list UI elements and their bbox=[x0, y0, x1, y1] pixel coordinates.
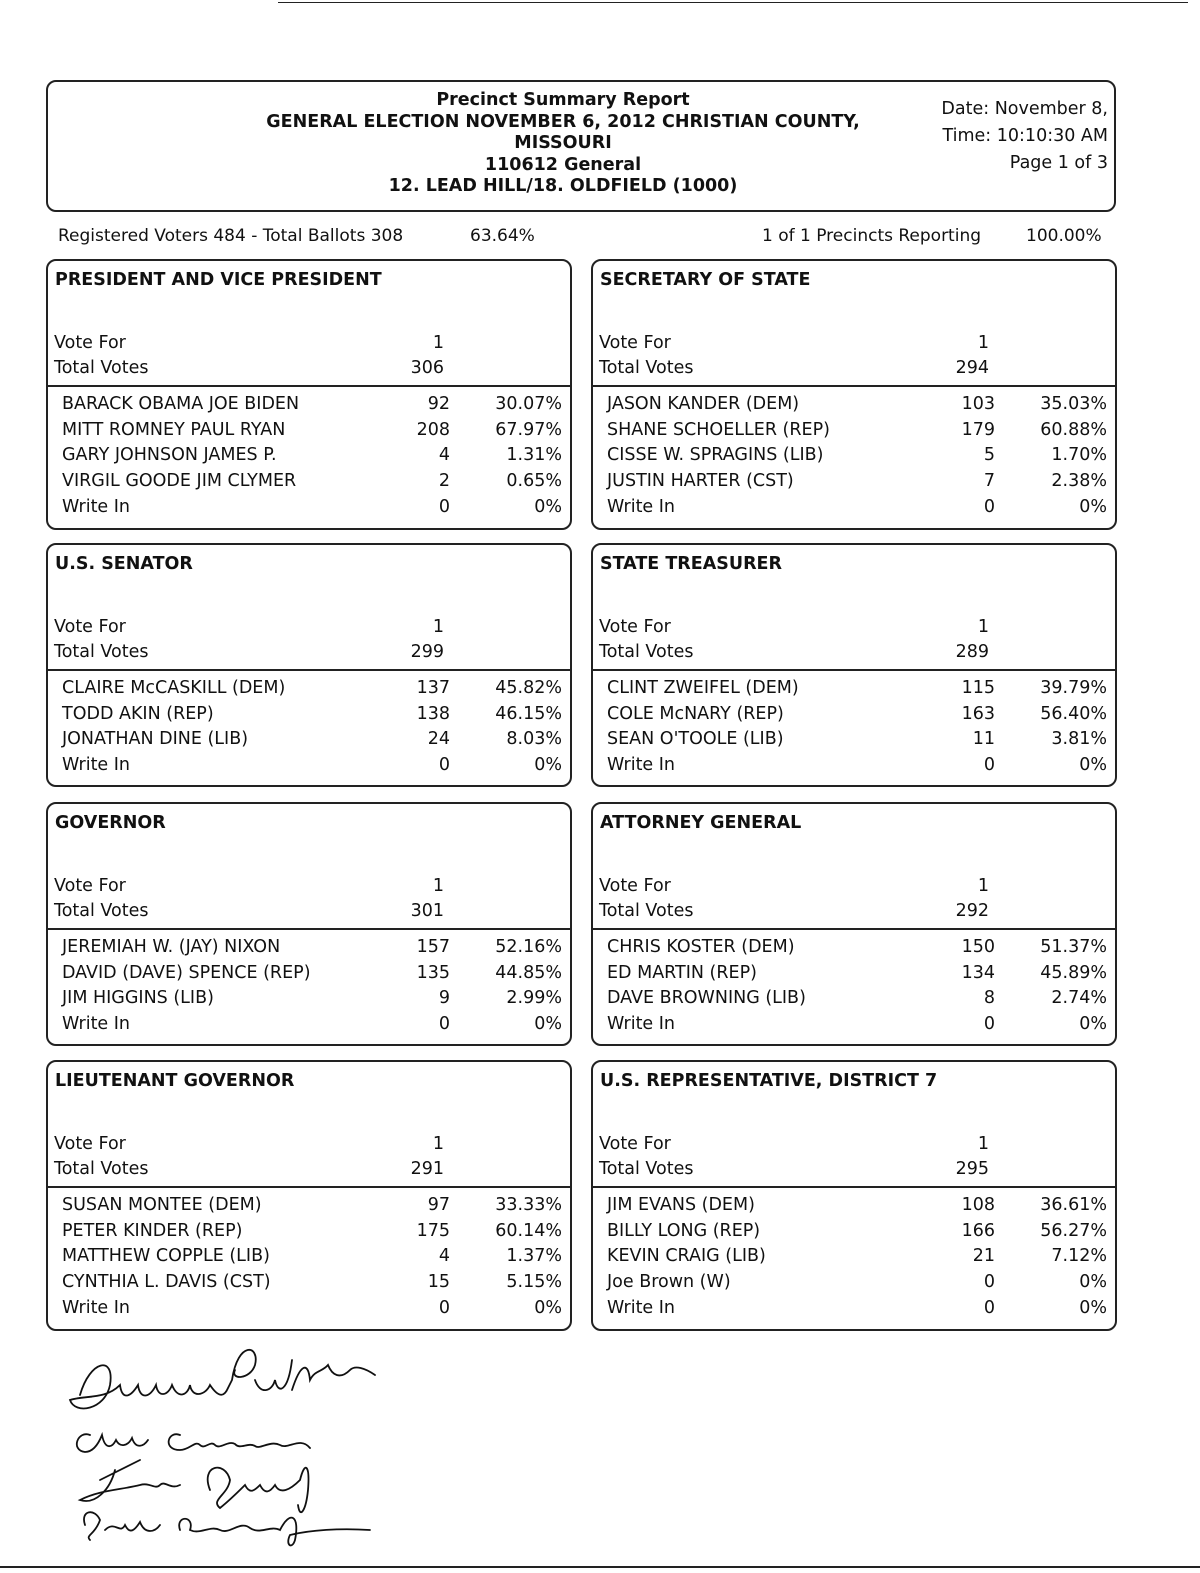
top-rule bbox=[278, 2, 1188, 3]
candidate-name: Write In bbox=[62, 1014, 131, 1035]
race-title: PRESIDENT AND VICE PRESIDENT bbox=[55, 270, 382, 290]
candidate-percent: 3.81% bbox=[1051, 729, 1107, 750]
candidate-percent: 1.31% bbox=[506, 445, 562, 466]
candidate-name: BILLY LONG (REP) bbox=[607, 1220, 761, 1241]
candidate-votes: 108 bbox=[961, 1195, 995, 1215]
candidate-votes: 8 bbox=[983, 988, 995, 1009]
candidate-votes: 0 bbox=[983, 1297, 995, 1318]
candidate-percent: 0% bbox=[1079, 1297, 1107, 1318]
candidate-votes: 0 bbox=[983, 1272, 995, 1293]
candidate-votes: 2 bbox=[438, 471, 450, 492]
candidate-percent: 60.88% bbox=[1040, 419, 1107, 440]
candidate-votes: 0 bbox=[438, 1014, 450, 1035]
race-divider bbox=[593, 669, 1115, 671]
candidate-name: JONATHAN DINE (LIB) bbox=[62, 729, 249, 750]
election-code: 110612 General bbox=[484, 154, 642, 175]
vote-for-label: Vote For bbox=[54, 617, 126, 637]
vote-for-row bbox=[599, 617, 989, 637]
candidate-name: Joe Brown (W) bbox=[607, 1272, 731, 1293]
candidate-name: Write In bbox=[62, 755, 131, 776]
candidate-votes: 11 bbox=[972, 729, 995, 750]
candidate-votes: 0 bbox=[438, 755, 450, 776]
candidate-percent: 35.03% bbox=[1040, 394, 1107, 414]
candidate-percent: 45.82% bbox=[495, 678, 562, 698]
race-box bbox=[591, 543, 1117, 787]
vote-for-label: Vote For bbox=[54, 333, 126, 353]
signature-4 bbox=[84, 1512, 370, 1545]
candidate-percent: 7.12% bbox=[1051, 1246, 1107, 1267]
vote-for-label: Vote For bbox=[54, 876, 126, 896]
candidate-row bbox=[607, 471, 1107, 492]
candidate-row bbox=[62, 962, 562, 983]
candidate-row bbox=[607, 1246, 1107, 1267]
race-title: GOVERNOR bbox=[55, 813, 166, 833]
race-title: U.S. REPRESENTATIVE, DISTRICT 7 bbox=[600, 1071, 938, 1091]
vote-for-label: Vote For bbox=[54, 1134, 126, 1154]
candidate-votes: 0 bbox=[983, 755, 995, 776]
candidate-name: Write In bbox=[607, 496, 676, 517]
candidate-name: Write In bbox=[607, 1014, 676, 1035]
election-name: GENERAL ELECTION NOVEMBER 6, 2012 CHRISTIAN COUNTY, bbox=[266, 111, 860, 132]
candidate-percent: 2.74% bbox=[1051, 988, 1107, 1009]
precincts-reporting: 1 of 1 Precincts Reporting bbox=[762, 226, 982, 246]
candidate-name: CLAIRE McCASKILL (DEM) bbox=[62, 678, 286, 698]
race-box bbox=[46, 1060, 572, 1331]
total-votes-label: Total Votes bbox=[599, 358, 694, 378]
candidate-percent: 36.61% bbox=[1040, 1195, 1107, 1215]
candidate-percent: 0% bbox=[1079, 1272, 1107, 1293]
candidate-row bbox=[62, 729, 562, 750]
vote-for-row bbox=[599, 1134, 989, 1154]
candidate-row bbox=[607, 1014, 1107, 1035]
candidate-percent: 1.37% bbox=[506, 1246, 562, 1267]
candidate-votes: 0 bbox=[438, 1297, 450, 1318]
candidate-percent: 44.85% bbox=[495, 962, 562, 983]
race-box bbox=[46, 259, 572, 530]
total-votes-row bbox=[54, 1159, 444, 1179]
race-box bbox=[591, 802, 1117, 1046]
candidate-percent: 39.79% bbox=[1040, 678, 1107, 698]
page-number: Page 1 of 3 bbox=[1009, 153, 1108, 173]
candidate-votes: 115 bbox=[961, 678, 995, 698]
candidate-votes: 4 bbox=[438, 1246, 450, 1267]
candidate-name: CLINT ZWEIFEL (DEM) bbox=[607, 678, 799, 698]
candidate-name: DAVE BROWNING (LIB) bbox=[607, 988, 806, 1009]
candidate-votes: 4 bbox=[438, 445, 450, 466]
candidate-votes: 134 bbox=[961, 962, 995, 983]
candidate-votes: 24 bbox=[427, 729, 450, 750]
candidate-percent: 0% bbox=[534, 496, 562, 517]
candidate-percent: 52.16% bbox=[495, 937, 562, 957]
race-divider bbox=[593, 1186, 1115, 1188]
candidate-votes: 7 bbox=[983, 471, 995, 492]
precincts-reporting-percent: 100.00% bbox=[1026, 226, 1102, 246]
vote-for-value: 1 bbox=[977, 876, 989, 896]
candidate-votes: 97 bbox=[427, 1195, 450, 1215]
race-title: ATTORNEY GENERAL bbox=[600, 813, 802, 833]
candidate-percent: 5.15% bbox=[506, 1272, 562, 1293]
report-title-block bbox=[238, 90, 888, 198]
candidate-name: JASON KANDER (DEM) bbox=[607, 394, 800, 414]
precinct-name: 12. LEAD HILL/18. OLDFIELD (1000) bbox=[388, 176, 738, 196]
total-votes-label: Total Votes bbox=[599, 1159, 694, 1179]
signatures bbox=[60, 1340, 390, 1550]
race-title: SECRETARY OF STATE bbox=[600, 270, 811, 290]
candidate-votes: 138 bbox=[416, 703, 450, 724]
candidate-row bbox=[607, 1220, 1107, 1241]
vote-for-row bbox=[54, 617, 444, 637]
total-votes-value: 299 bbox=[410, 642, 444, 662]
race-divider bbox=[48, 669, 570, 671]
candidate-percent: 8.03% bbox=[506, 729, 562, 750]
candidate-votes: 15 bbox=[427, 1272, 450, 1293]
candidate-votes: 175 bbox=[416, 1220, 450, 1241]
candidate-row bbox=[62, 988, 562, 1009]
report-time: Time: 10:10:30 AM bbox=[942, 126, 1108, 146]
vote-for-value: 1 bbox=[432, 617, 444, 637]
vote-for-value: 1 bbox=[977, 617, 989, 637]
vote-for-value: 1 bbox=[432, 876, 444, 896]
candidate-row bbox=[607, 988, 1107, 1009]
total-votes-value: 292 bbox=[955, 901, 989, 921]
candidate-row bbox=[607, 678, 1107, 698]
candidate-row bbox=[607, 703, 1107, 724]
candidate-votes: 103 bbox=[961, 394, 995, 414]
candidate-percent: 0.65% bbox=[506, 471, 562, 492]
candidate-row bbox=[62, 703, 562, 724]
candidate-percent: 45.89% bbox=[1040, 962, 1107, 983]
candidate-row bbox=[62, 1195, 562, 1215]
race-box bbox=[591, 259, 1117, 530]
candidate-name: Write In bbox=[607, 1297, 676, 1318]
candidate-votes: 150 bbox=[961, 937, 995, 957]
candidate-name: Write In bbox=[62, 1297, 131, 1318]
candidate-name: GARY JOHNSON JAMES P. bbox=[62, 445, 277, 466]
candidate-name: MATTHEW COPPLE (LIB) bbox=[62, 1246, 270, 1267]
candidate-votes: 9 bbox=[438, 988, 450, 1009]
registered-voters: Registered Voters 484 - Total Ballots 308 bbox=[58, 226, 404, 246]
candidate-votes: 179 bbox=[961, 419, 995, 440]
race-divider bbox=[593, 385, 1115, 387]
candidate-row bbox=[62, 1246, 562, 1267]
candidate-percent: 51.37% bbox=[1040, 937, 1107, 957]
vote-for-value: 1 bbox=[977, 333, 989, 353]
race-divider bbox=[48, 928, 570, 930]
candidate-name: JIM HIGGINS (LIB) bbox=[62, 988, 214, 1009]
total-votes-label: Total Votes bbox=[54, 358, 149, 378]
candidate-votes: 157 bbox=[416, 937, 450, 957]
candidate-name: PETER KINDER (REP) bbox=[62, 1220, 243, 1241]
candidate-row bbox=[607, 394, 1107, 414]
candidate-row bbox=[607, 445, 1107, 466]
candidate-percent: 0% bbox=[534, 755, 562, 776]
candidate-percent: 0% bbox=[534, 1297, 562, 1318]
candidate-name: Write In bbox=[62, 496, 131, 517]
candidate-row bbox=[607, 496, 1107, 517]
candidate-row bbox=[607, 755, 1107, 776]
total-votes-value: 295 bbox=[955, 1159, 989, 1179]
total-votes-value: 289 bbox=[955, 642, 989, 662]
candidate-percent: 0% bbox=[534, 1014, 562, 1035]
vote-for-label: Vote For bbox=[599, 876, 671, 896]
candidate-votes: 137 bbox=[416, 678, 450, 698]
candidate-votes: 0 bbox=[983, 1014, 995, 1035]
race-divider bbox=[593, 928, 1115, 930]
candidate-row bbox=[607, 729, 1107, 750]
vote-for-label: Vote For bbox=[599, 617, 671, 637]
race-divider bbox=[48, 385, 570, 387]
total-votes-row bbox=[599, 901, 989, 921]
candidate-row bbox=[62, 1297, 562, 1318]
report-header bbox=[46, 80, 1116, 212]
candidate-percent: 0% bbox=[1079, 496, 1107, 517]
candidate-name: ED MARTIN (REP) bbox=[607, 962, 757, 983]
election-state: MISSOURI bbox=[514, 133, 612, 153]
candidate-name: SUSAN MONTEE (DEM) bbox=[62, 1195, 262, 1215]
candidate-percent: 46.15% bbox=[495, 703, 562, 724]
candidate-name: SEAN O'TOOLE (LIB) bbox=[607, 729, 784, 750]
candidate-row bbox=[607, 1297, 1107, 1318]
total-votes-value: 306 bbox=[410, 358, 444, 378]
signature-3 bbox=[80, 1460, 308, 1512]
total-votes-value: 291 bbox=[410, 1159, 444, 1179]
vote-for-row bbox=[599, 333, 989, 353]
candidate-row bbox=[607, 1272, 1107, 1293]
race-box bbox=[46, 802, 572, 1046]
candidate-name: SHANE SCHOELLER (REP) bbox=[607, 419, 830, 440]
candidate-votes: 0 bbox=[983, 496, 995, 517]
candidate-votes: 166 bbox=[961, 1220, 995, 1241]
candidate-name: JEREMIAH W. (JAY) NIXON bbox=[62, 937, 281, 957]
vote-for-label: Vote For bbox=[599, 333, 671, 353]
vote-for-row bbox=[54, 876, 444, 896]
candidate-row bbox=[607, 937, 1107, 957]
candidate-row bbox=[62, 471, 562, 492]
candidate-row bbox=[62, 1220, 562, 1241]
turnout-percent: 63.64% bbox=[470, 226, 535, 246]
candidate-row bbox=[62, 1014, 562, 1035]
vote-for-row bbox=[54, 1134, 444, 1154]
candidate-votes: 163 bbox=[961, 703, 995, 724]
candidate-row bbox=[607, 962, 1107, 983]
vote-for-value: 1 bbox=[432, 333, 444, 353]
candidate-votes: 208 bbox=[416, 419, 450, 440]
candidate-name: TODD AKIN (REP) bbox=[62, 703, 214, 724]
race-title: U.S. SENATOR bbox=[55, 554, 193, 574]
candidate-name: KEVIN CRAIG (LIB) bbox=[607, 1246, 766, 1267]
candidate-row bbox=[607, 1195, 1107, 1215]
candidate-percent: 1.70% bbox=[1051, 445, 1107, 466]
candidate-row bbox=[62, 496, 562, 517]
total-votes-row bbox=[599, 642, 989, 662]
total-votes-label: Total Votes bbox=[599, 901, 694, 921]
candidate-name: JIM EVANS (DEM) bbox=[607, 1195, 755, 1215]
candidate-name: DAVID (DAVE) SPENCE (REP) bbox=[62, 962, 311, 983]
bottom-rule bbox=[0, 1566, 1200, 1568]
candidate-name: CHRIS KOSTER (DEM) bbox=[607, 937, 795, 957]
vote-for-value: 1 bbox=[432, 1134, 444, 1154]
report-date: Date: November 8, bbox=[941, 99, 1108, 119]
report-meta bbox=[941, 96, 1108, 177]
total-votes-value: 294 bbox=[955, 358, 989, 378]
race-divider bbox=[48, 1186, 570, 1188]
total-votes-label: Total Votes bbox=[54, 1159, 149, 1179]
candidate-name: JUSTIN HARTER (CST) bbox=[607, 471, 794, 492]
report-title: Precinct Summary Report bbox=[436, 90, 690, 110]
race-title: STATE TREASURER bbox=[600, 554, 782, 574]
candidate-votes: 21 bbox=[972, 1246, 995, 1267]
vote-for-row bbox=[54, 333, 444, 353]
candidate-name: MITT ROMNEY PAUL RYAN bbox=[62, 419, 286, 440]
race-title: LIEUTENANT GOVERNOR bbox=[55, 1071, 295, 1091]
candidate-percent: 56.27% bbox=[1040, 1220, 1107, 1241]
candidate-row bbox=[62, 937, 562, 957]
total-votes-row bbox=[54, 642, 444, 662]
vote-for-row bbox=[599, 876, 989, 896]
candidate-percent: 30.07% bbox=[495, 394, 562, 414]
candidate-percent: 2.99% bbox=[506, 988, 562, 1009]
race-box bbox=[591, 1060, 1117, 1331]
candidate-name: BARACK OBAMA JOE BIDEN bbox=[62, 394, 300, 414]
vote-for-value: 1 bbox=[977, 1134, 989, 1154]
total-votes-label: Total Votes bbox=[599, 642, 694, 662]
candidate-row bbox=[62, 394, 562, 414]
total-votes-row bbox=[54, 901, 444, 921]
candidate-percent: 56.40% bbox=[1040, 703, 1107, 724]
candidate-percent: 2.38% bbox=[1051, 471, 1107, 492]
total-votes-row bbox=[599, 1159, 989, 1179]
candidate-percent: 0% bbox=[1079, 755, 1107, 776]
candidate-name: CYNTHIA L. DAVIS (CST) bbox=[62, 1272, 271, 1293]
candidate-percent: 60.14% bbox=[495, 1220, 562, 1241]
candidate-percent: 33.33% bbox=[495, 1195, 562, 1215]
candidate-votes: 0 bbox=[438, 496, 450, 517]
candidate-row bbox=[607, 419, 1107, 440]
total-votes-label: Total Votes bbox=[54, 642, 149, 662]
candidate-row bbox=[62, 419, 562, 440]
candidate-name: Write In bbox=[607, 755, 676, 776]
candidate-votes: 5 bbox=[983, 445, 995, 466]
candidate-name: VIRGIL GOODE JIM CLYMER bbox=[62, 471, 297, 492]
candidate-row bbox=[62, 678, 562, 698]
total-votes-label: Total Votes bbox=[54, 901, 149, 921]
candidate-percent: 0% bbox=[1079, 1014, 1107, 1035]
candidate-row bbox=[62, 1272, 562, 1293]
candidate-name: COLE McNARY (REP) bbox=[607, 703, 784, 724]
vote-for-label: Vote For bbox=[599, 1134, 671, 1154]
signature-2 bbox=[77, 1434, 310, 1452]
total-votes-row bbox=[54, 358, 444, 378]
total-votes-row bbox=[599, 358, 989, 378]
total-votes-value: 301 bbox=[410, 901, 444, 921]
candidate-row bbox=[62, 755, 562, 776]
candidate-percent: 67.97% bbox=[495, 419, 562, 440]
candidate-row bbox=[62, 445, 562, 466]
candidate-name: CISSE W. SPRAGINS (LIB) bbox=[607, 445, 824, 466]
candidate-votes: 92 bbox=[427, 394, 450, 414]
candidate-votes: 135 bbox=[416, 962, 450, 983]
signature-1 bbox=[70, 1350, 375, 1409]
race-box bbox=[46, 543, 572, 787]
